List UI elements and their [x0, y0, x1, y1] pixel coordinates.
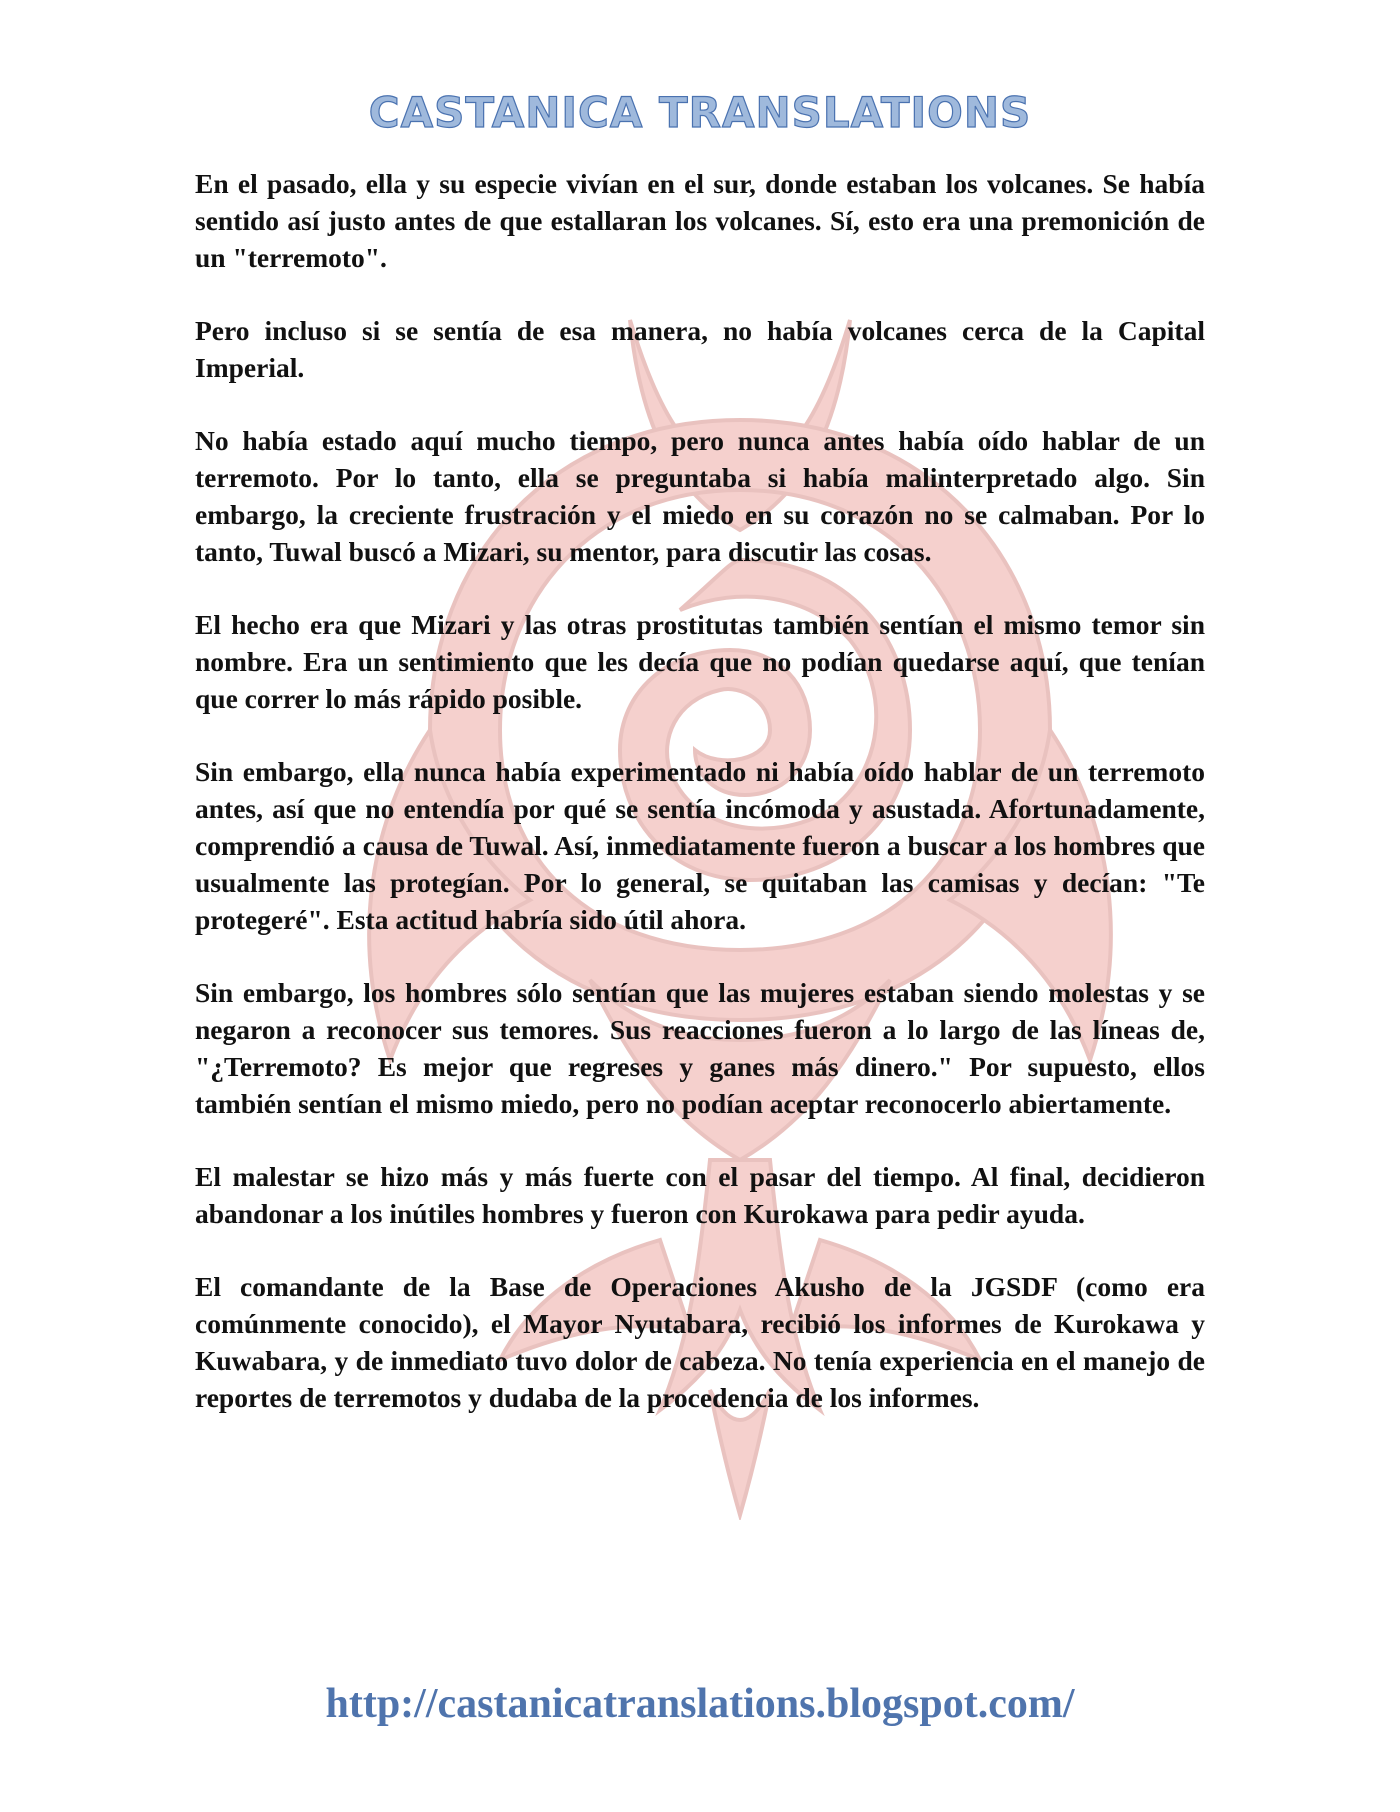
- paragraph-4: El hecho era que Mizari y las otras prostitutas también sentían el mismo temor sin nombre. Era un sentimiento que les decía que no podían quedarse aquí, que tenían que correr lo más rápido posible.: [195, 609, 1205, 714]
- paragraph-7: El malestar se hizo más y más fuerte con el pasar del tiempo. Al final, decidieron abandonar a los inútiles hombres y fueron con Kurokawa para pedir ayuda.: [195, 1161, 1205, 1229]
- paragraph-5: Sin embargo, ella nunca había experimentado ni había oído hablar de un terremoto antes, así que no entendía por qué se sentía incómoda y asustada. Afortunadamente, comprendió a causa de Tuwal. Así, inmediatamente fueron a buscar a los hombres que usualmente las protegían. Por lo general, se quitaban las camisas y decían: "Te protegeré". Esta actitud habría sido útil ahora.: [195, 756, 1205, 935]
- paragraph-6: Sin embargo, los hombres sólo sentían que las mujeres estaban siendo molestas y se negaron a reconocer sus temores. Sus reacciones fueron a lo largo de las líneas de, "¿Terremoto? Es mejor que regreses y ganes más dinero." Por supuesto, ellos también sentían el mismo miedo, pero no podían aceptar reconocerlo abiertamente.: [195, 977, 1205, 1119]
- blog-url-link[interactable]: http://castanicatranslations.blogspot.com/: [325, 1681, 1075, 1727]
- paragraph-3: No había estado aquí mucho tiempo, pero nunca antes había oído hablar de un terremoto. Por lo tanto, ella se preguntaba si había malinterpretado algo. Sin embargo, la creciente frustración y el miedo en su corazón no se calmaban. Por lo tanto, Tuwal buscó a Mizari, su mentor, para discutir las cosas.: [195, 425, 1205, 567]
- paragraph-2: Pero incluso si se sentía de esa manera, no había volcanes cerca de la Capital Imperial.: [195, 315, 1205, 383]
- site-title: CASTANICA TRANSLATIONS: [368, 88, 1032, 137]
- paragraph-1: En el pasado, ella y su especie vivían en el sur, donde estaban los volcanes. Se había sentido así justo antes de que estallaran los volcanes. Sí, esto era una premonición de un "terremoto".: [195, 168, 1205, 273]
- document-body: [195, 165, 1205, 1452]
- paragraph-8: El comandante de la Base de Operaciones Akusho de la JGSDF (como era comúnmente conocido), el Mayor Nyutabara, recibió los informes de Kurokawa y Kuwabara, y de inmediato tuvo dolor de cabeza. No tenía experiencia en el manejo de reportes de terremotos y dudaba de la procedencia de los informes.: [195, 1271, 1205, 1413]
